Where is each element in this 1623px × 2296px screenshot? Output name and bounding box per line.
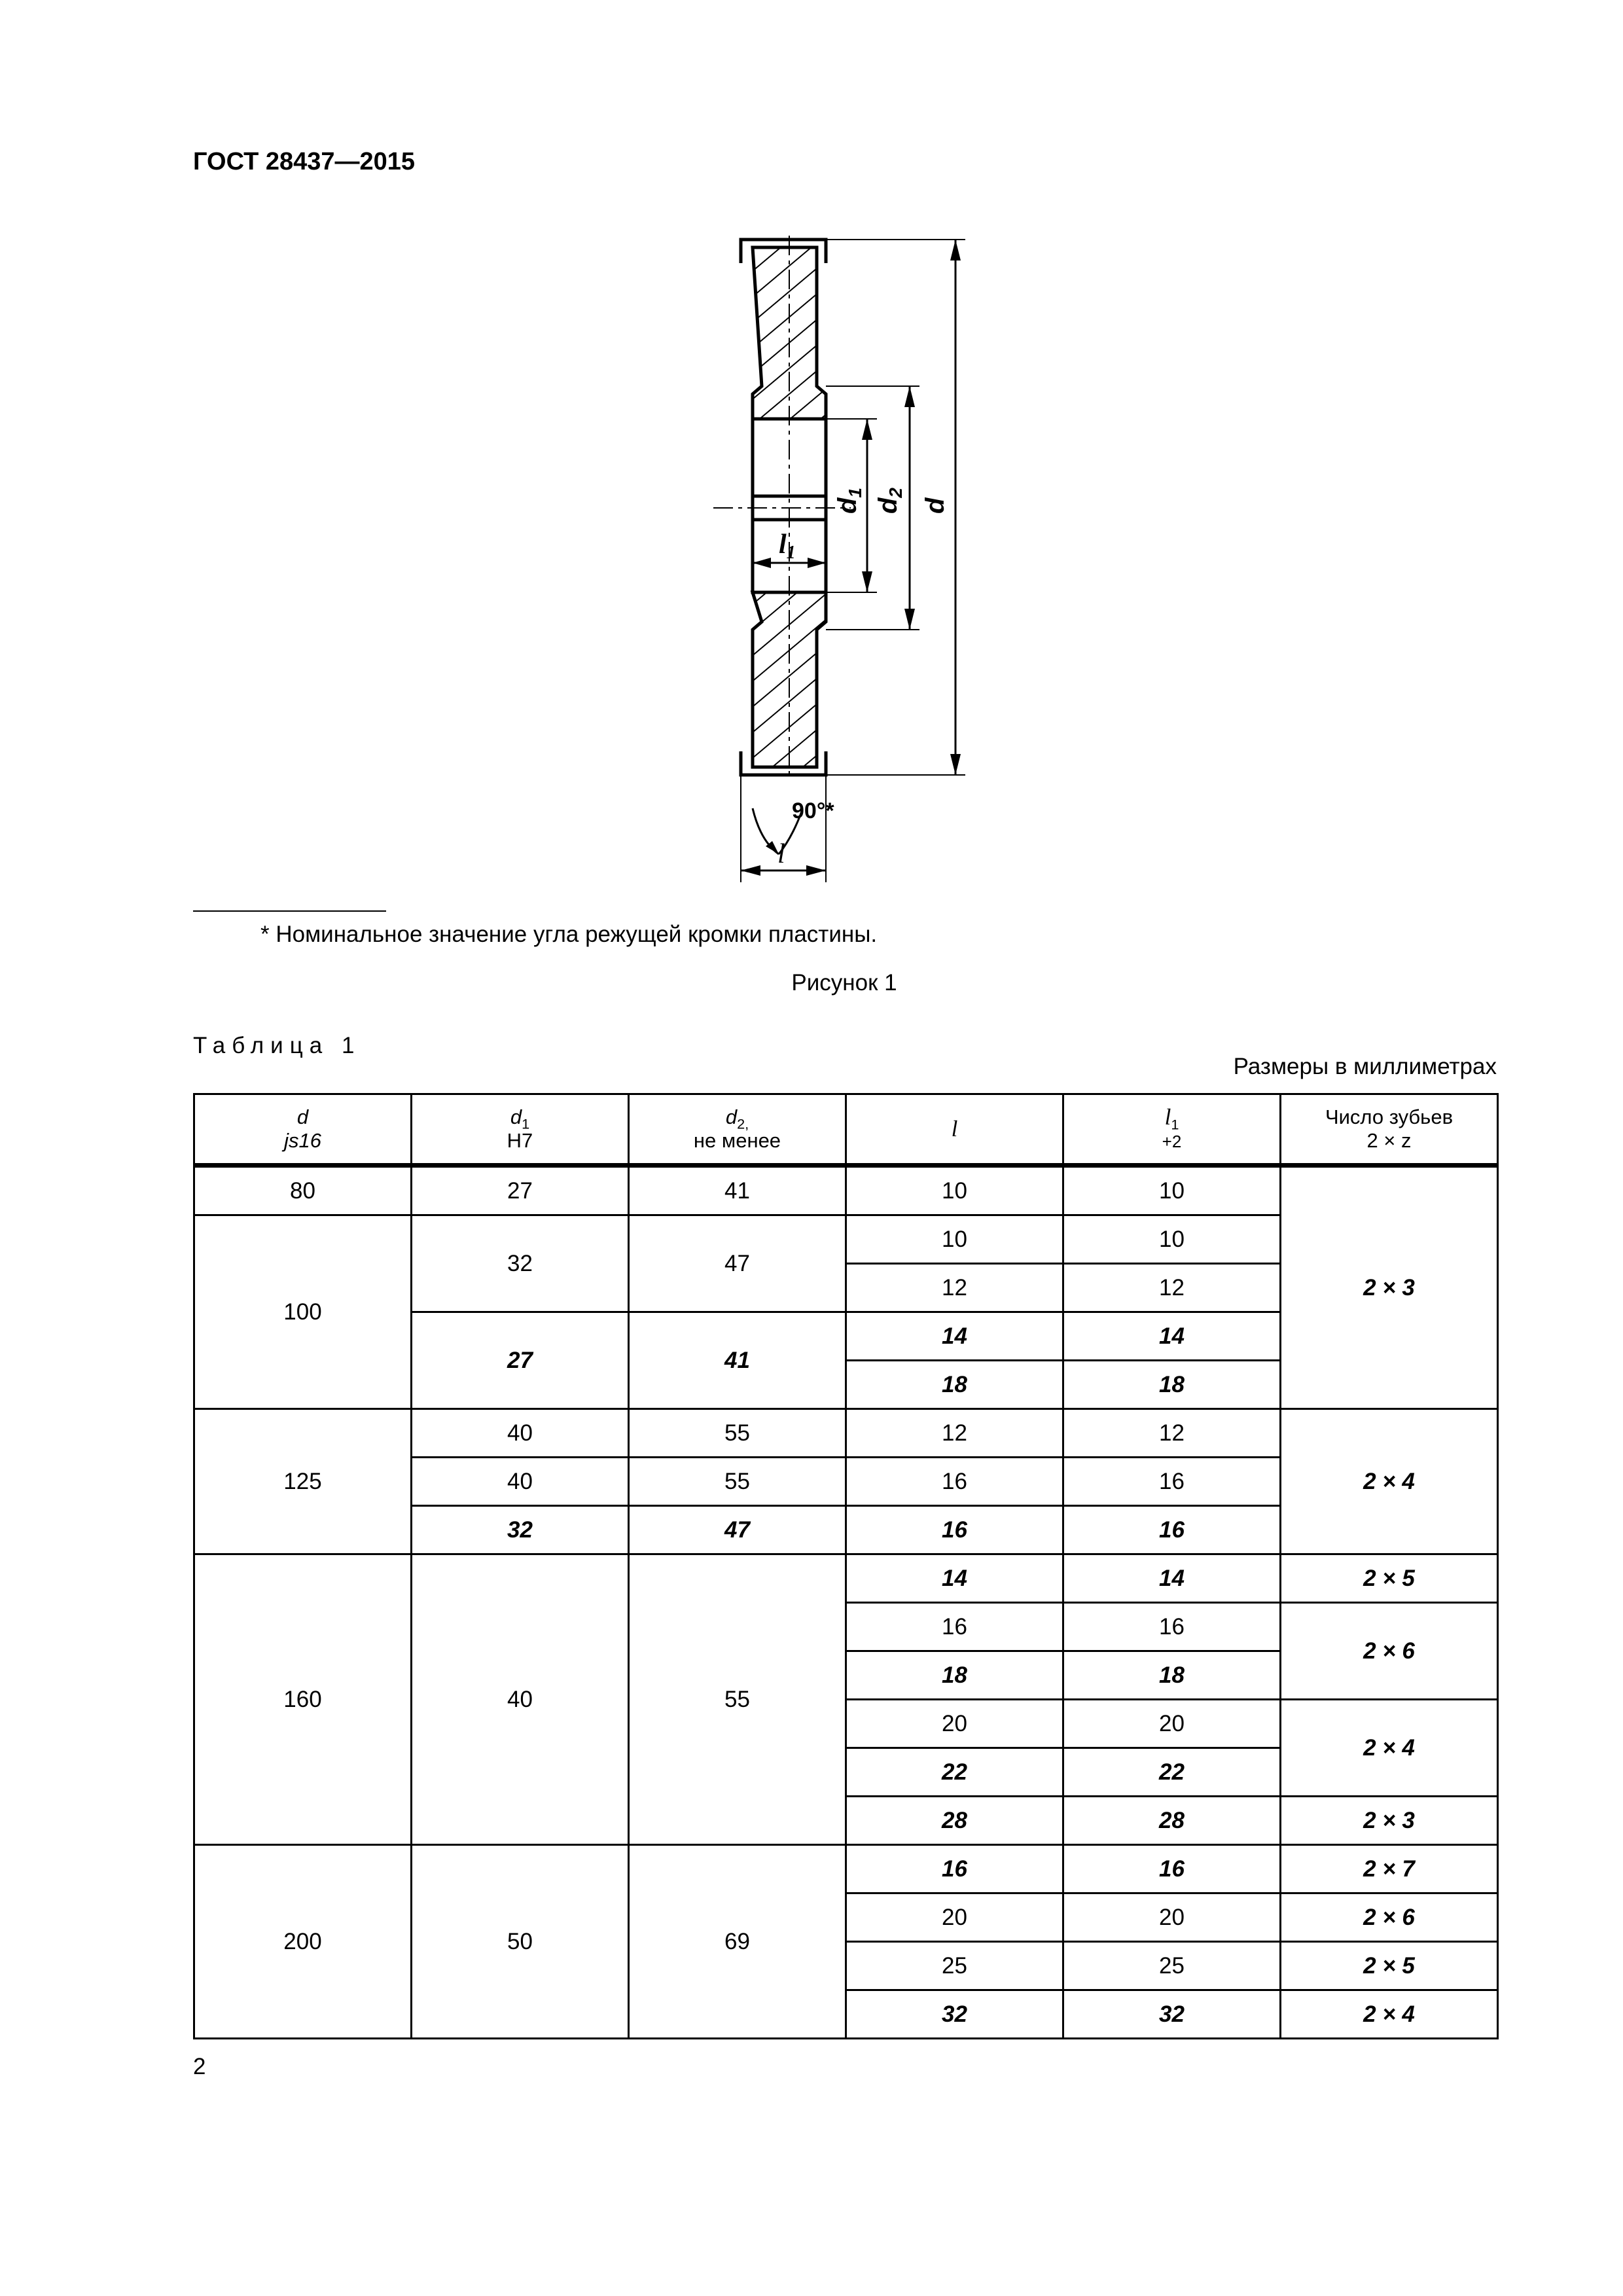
cell-l: 12 (846, 1264, 1063, 1312)
cell-l1: 16 (1063, 1506, 1281, 1554)
table-row (194, 1166, 1498, 1215)
cell-l1: 16 (1063, 1458, 1281, 1506)
label-l: l (777, 839, 785, 869)
figure-caption: Рисунок 1 (791, 970, 897, 996)
cell-d1: 27 (412, 1312, 629, 1409)
cell-l: 25 (846, 1942, 1063, 1990)
label-angle: 90°* (792, 798, 834, 823)
cell-teeth: 2 × 3 (1281, 1797, 1498, 1845)
cell-d2: 55 (629, 1409, 846, 1458)
cell-l1: 32 (1063, 1990, 1281, 2039)
cell-d1: 32 (412, 1506, 629, 1554)
label-d2: d (874, 497, 902, 514)
table-header-row (194, 1094, 1498, 1166)
cell-d1: 50 (412, 1845, 629, 2039)
svg-text:l1 (779, 529, 796, 563)
cell-l: 28 (846, 1797, 1063, 1845)
cutter-drawing (687, 223, 988, 890)
cell-d: 80 (194, 1166, 412, 1215)
cell-l1: 10 (1063, 1166, 1281, 1215)
table-row (194, 1845, 1498, 1893)
dimensions-table (193, 1093, 1499, 2039)
cell-l: 10 (846, 1166, 1063, 1215)
cell-l: 22 (846, 1748, 1063, 1797)
cell-l: 16 (846, 1458, 1063, 1506)
cell-l: 10 (846, 1215, 1063, 1264)
label-d1-sub: 1 (845, 487, 865, 498)
cell-teeth: 2 × 4 (1281, 1990, 1498, 2039)
cell-l: 12 (846, 1409, 1063, 1458)
cell-l: 20 (846, 1893, 1063, 1942)
cell-l: 20 (846, 1700, 1063, 1748)
cell-l1: 20 (1063, 1700, 1281, 1748)
cell-teeth: 2 × 6 (1281, 1603, 1498, 1700)
header-teeth: Число зубьев 2 × z (1281, 1094, 1498, 1166)
label-l1-sub: 1 (786, 543, 796, 563)
header-l1: $l_1$ +2 (1063, 1094, 1281, 1166)
cell-l: 18 (846, 1361, 1063, 1409)
cell-l1: 14 (1063, 1554, 1281, 1603)
cell-d2: 41 (629, 1166, 846, 1215)
cell-d2: 47 (629, 1215, 846, 1312)
cell-l1: 25 (1063, 1942, 1281, 1990)
cell-l1: 14 (1063, 1312, 1281, 1361)
cell-l: 16 (846, 1506, 1063, 1554)
cell-l1: 16 (1063, 1845, 1281, 1893)
cell-l1: 18 (1063, 1361, 1281, 1409)
svg-text:d2 (874, 488, 906, 514)
label-l1: l (779, 529, 787, 560)
table-row (194, 1409, 1498, 1458)
cell-l1: 20 (1063, 1893, 1281, 1942)
cell-l: 32 (846, 1990, 1063, 2039)
label-d2-sub: 2 (885, 487, 906, 498)
cell-d: 160 (194, 1554, 412, 1845)
header-d2: $d_{2,}$ не менее (629, 1094, 846, 1166)
cell-d2: 55 (629, 1458, 846, 1506)
units-note: Размеры в миллиметрах (1233, 1054, 1497, 1079)
header-d: d js16 (194, 1094, 412, 1166)
cell-teeth: 2 × 7 (1281, 1845, 1498, 1893)
page-number: 2 (193, 2054, 206, 2079)
footnote-rule (193, 910, 386, 912)
cell-d2: 55 (629, 1554, 846, 1845)
cell-d1: 40 (412, 1458, 629, 1506)
cell-d: 200 (194, 1845, 412, 2039)
cell-d2: 47 (629, 1506, 846, 1554)
cell-d: 100 (194, 1215, 412, 1409)
cell-teeth: 2 × 6 (1281, 1893, 1498, 1942)
header-l: l (846, 1094, 1063, 1166)
cell-teeth: 2 × 5 (1281, 1942, 1498, 1990)
cell-l1: 28 (1063, 1797, 1281, 1845)
cell-d1: 40 (412, 1554, 629, 1845)
cell-d2: 69 (629, 1845, 846, 2039)
header-d1: $d_1$ H7 (412, 1094, 629, 1166)
label-d: d (921, 497, 950, 514)
cell-l1: 22 (1063, 1748, 1281, 1797)
cell-d2: 41 (629, 1312, 846, 1409)
table-title: Таблица 1 (193, 1033, 361, 1058)
label-d1: d (833, 497, 862, 514)
cell-d1: 40 (412, 1409, 629, 1458)
cell-l: 14 (846, 1312, 1063, 1361)
svg-text:d (921, 497, 950, 514)
cell-teeth: 2 × 4 (1281, 1409, 1498, 1554)
cell-l1: 16 (1063, 1603, 1281, 1651)
figure-footnote: * Номинальное значение угла режущей кромки пластины. (260, 922, 878, 947)
cell-d1: 32 (412, 1215, 629, 1312)
cell-l1: 12 (1063, 1264, 1281, 1312)
cell-l: 16 (846, 1845, 1063, 1893)
cell-teeth: 2 × 3 (1281, 1166, 1498, 1409)
cell-d: 125 (194, 1409, 412, 1554)
cell-l: 16 (846, 1603, 1063, 1651)
cell-l1: 18 (1063, 1651, 1281, 1700)
cell-l: 18 (846, 1651, 1063, 1700)
cell-l1: 10 (1063, 1215, 1281, 1264)
table-row (194, 1554, 1498, 1603)
svg-text:d1 (833, 488, 865, 514)
cell-d1: 27 (412, 1166, 629, 1215)
cell-teeth: 2 × 5 (1281, 1554, 1498, 1603)
cell-l: 14 (846, 1554, 1063, 1603)
document-header: ГОСТ 28437—2015 (193, 148, 416, 175)
cell-teeth: 2 × 4 (1281, 1700, 1498, 1797)
cell-l1: 12 (1063, 1409, 1281, 1458)
